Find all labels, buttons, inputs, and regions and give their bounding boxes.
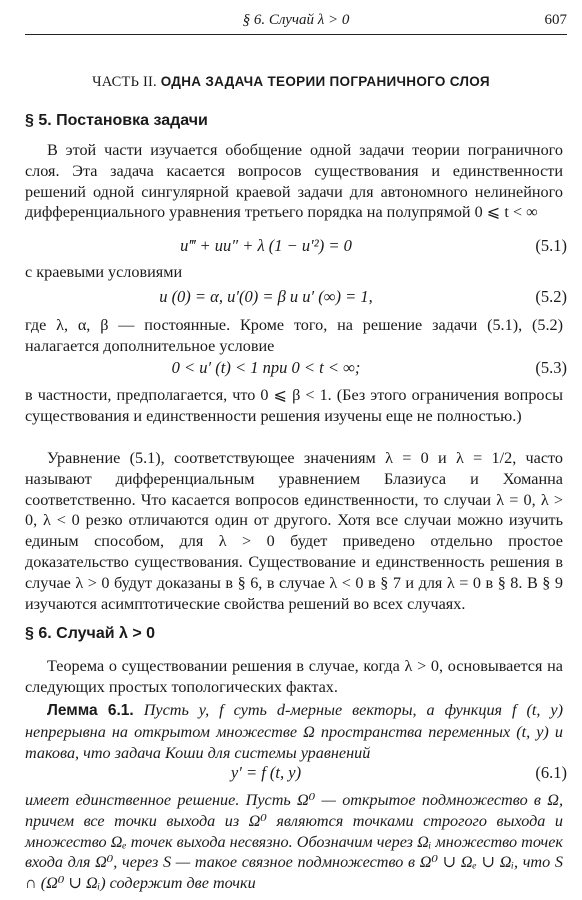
assumption-text: в частности, предполагается, что 0 ⩽ β < 1. (Без этого ограничения вопросы существования и единственности решения изучены еще не полностью.) bbox=[25, 386, 563, 425]
lemma-text: Пусть y, f суть d-мерные векторы, а функция f (t, y) непрерывна на открытом множестве Ω пространства переменных (t, y) и такова, что задача Коши для системы уравнений bbox=[25, 701, 563, 762]
blasius-text: Уравнение (5.1), соответствующее значениям λ = 0 и λ = 1/2, часто называют дифференциальным уравнением Блазиуса и Хоманна соответственно. Что касается вопросов единственности, то случаи λ = 0, λ > 0, λ < 0 резко отличаются один от другого. Хотя все случаи можно изучить единым способом, для λ > 0 будет приведено отдельно простое доказательство существования. Существование и единственность решения в случае λ > 0 будут доказаны в § 6, в случае λ < 0 в § 7 и для λ = 0 в § 8. В § 9 изучаются асимптотические свойства решений во всех случаях. bbox=[25, 449, 563, 613]
equation-5-3-number: (5.3) bbox=[535, 358, 567, 377]
lemma-label: Лемма 6.1. bbox=[47, 702, 134, 719]
section-6-heading: § 6. Случай λ > 0 bbox=[25, 625, 156, 642]
equation-5-1-expr: u‴ + uu″ + λ (1 − u′²) = 0 bbox=[180, 236, 352, 255]
equation-5-2-expr: u (0) = α, u′(0) = β и u′ (∞) = 1, bbox=[159, 287, 373, 306]
header-rule bbox=[25, 34, 567, 35]
params-text: где λ, α, β — постоянные. Кроме того, на решение задачи (5.1), (5.2) налагается дополнительное условие bbox=[25, 316, 563, 355]
part-prefix: ЧАСТЬ II. bbox=[92, 74, 157, 90]
boundary-intro: с краевыми условиями bbox=[25, 263, 183, 281]
equation-5-1 bbox=[25, 236, 567, 258]
lemma-6-1 bbox=[25, 700, 563, 763]
section-5-intro: В этой части изучается обобщение одной задачи теории пограничного слоя. Эта задача касается вопросов существования и единственности решений одной сингулярной краевой задачи для автономного нелинейного дифференциального уравнения третьего порядка на полупрямой 0 ⩽ t < ∞ bbox=[25, 141, 563, 222]
equation-6-1-expr: y′ = f (t, y) bbox=[230, 763, 302, 782]
running-head-title: § 6. Случай λ > 0 bbox=[242, 12, 350, 28]
page-number: 607 bbox=[544, 12, 567, 28]
part-title: ОДНА ЗАДАЧА ТЕОРИИ ПОГРАНИЧНОГО СЛОЯ bbox=[160, 74, 490, 89]
equation-5-2 bbox=[25, 287, 567, 309]
equation-6-1 bbox=[25, 763, 567, 785]
equation-5-3-expr: 0 < u′ (t) < 1 при 0 < t < ∞; bbox=[171, 358, 361, 377]
section-6-intro: Теорема о существовании решения в случае, когда λ > 0, основывается на следующих простых топологических фактах. bbox=[25, 657, 563, 696]
equation-5-3 bbox=[25, 358, 567, 380]
equation-5-1-number: (5.1) bbox=[535, 236, 567, 255]
equation-6-1-number: (6.1) bbox=[535, 763, 567, 782]
running-head bbox=[25, 8, 567, 34]
section-5-heading: § 5. Постановка задачи bbox=[25, 112, 208, 129]
part-heading bbox=[0, 74, 582, 91]
lemma-continuation: имеет единственное решение. Пусть Ω⁰ — открытое подмножество в Ω, причем все точки выхода из Ω⁰ являются точками строгого выхода и множество Ωₑ точек выхода несвязно. Обозначим через Ωᵢ множество точек входа для Ω⁰, через S — такое связное подмножество в Ω⁰ ∪ Ωₑ ∪ Ωᵢ, что S ∩ (Ω⁰ ∪ Ωᵢ) содержит две точки bbox=[25, 791, 563, 893]
equation-5-2-number: (5.2) bbox=[535, 287, 567, 306]
